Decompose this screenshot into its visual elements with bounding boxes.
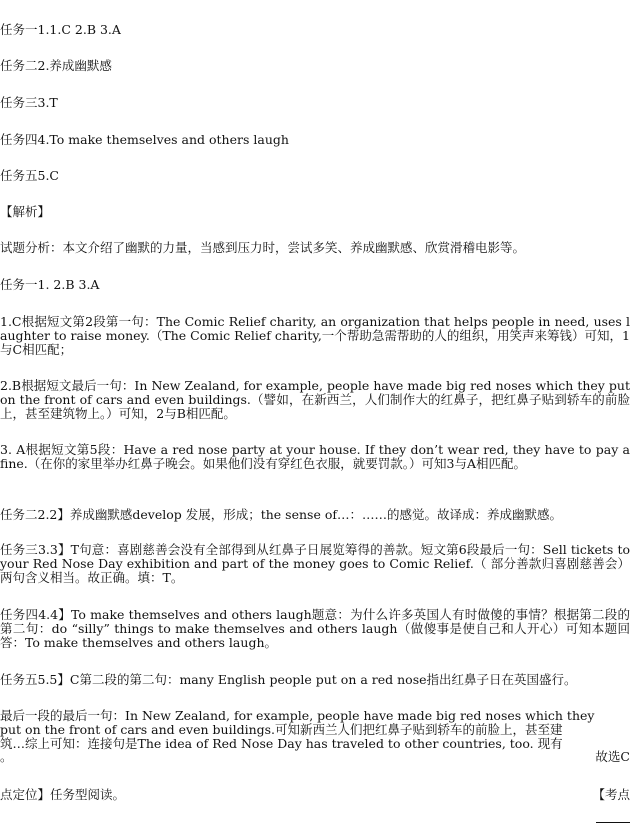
explanation-task4: 任务四4.4】To make themselves and others laugh题意：为什么许多英国人有时做傻的事情？根据第二段的第二句：do “silly” things to make themselves and others laugh（做傻事是使自己和人开心）可知本题回答：To make themselves and others laugh。: [0, 607, 630, 650]
answer-task4: 任务四4.To make themselves and others laugh: [0, 132, 289, 147]
explanation-task3: 任务三3.3】T句意：喜剧慈善会没有全部得到从红鼻子日展览筹得的善款。短文第6段最后一句：Sell tickets to your Red Nose Day exhibition and part of the money goes to Comic Relief.（ 部分善款归喜剧慈善会）两句含义相当。故正确。填：T。: [0, 542, 630, 585]
analysis-summary: 试题分析：本文介绍了幽默的力量，当感到压力时，尝试多笑、养成幽默感、欣赏滑稽电影等。: [0, 240, 526, 255]
last-sentence-line-4: 。: [0, 749, 13, 764]
answer-task1: 任务一1.1.C 2.B 3.A: [0, 22, 121, 37]
explanation-task2: 任务二2.2】养成幽默感develop 发展，形成；the sense of…：……的感觉。故译成：养成幽默感。: [0, 507, 562, 522]
last-sentence-line-1: 最后一段的最后一句：In New Zealand, for example, people have made big red noses which they: [0, 708, 595, 723]
explanation-item-1: 1.C根据短文第2段第一句：The Comic Relief charity, an organization that helps people in need, uses laughter to raise money.（The Comic Relief charity,一个帮助急需帮助的人的组织，用笑声来筹钱）可知，1与C相匹配；: [0, 314, 630, 357]
last-sentence-line-3: 筑…综上可知：连接句是The idea of Red Nose Day has traveled to other countries, too. 现有: [0, 736, 563, 751]
answer-choice-note: 故选C: [595, 749, 630, 764]
answer-task5: 任务五5.C: [0, 168, 59, 183]
footer-test-point: 点定位】任务型阅读。: [0, 787, 126, 802]
footer-exam-point: 【考点: [592, 787, 630, 802]
task1-header: 任务一1. 2.B 3.A: [0, 277, 100, 292]
analysis-heading: 【解析】: [0, 204, 51, 219]
answer-task3: 任务三3.T: [0, 95, 58, 110]
explanation-item-2: 2.B根据短文最后一句：In New Zealand, for example, people have made big red noses which they put on the front of cars and even buildings.（譬如，在新西兰，人们制作大的红鼻子，把红鼻子贴到轿车的前脸上，甚至建筑物上。）可知，2与B相匹配。: [0, 378, 630, 421]
last-sentence-line-2: put on the front of cars and even buildings.可知新西兰人们把红鼻子贴到轿车的前脸上，甚至建: [0, 722, 563, 737]
explanation-task5: 任务五5.5】C第二段的第二句：many English people put on a red nose指出红鼻子日在英国盛行。: [0, 672, 577, 687]
explanation-item-3: 3. A根据短文第5段：Have a red nose party at your house. If they don’t wear red, they have to pay a fine.（在你的家里举办红鼻子晚会。如果他们没有穿红色衣服，就要罚款。）可知3与A相匹配。: [0, 442, 630, 471]
answer-task2: 任务二2.养成幽默感: [0, 58, 112, 73]
